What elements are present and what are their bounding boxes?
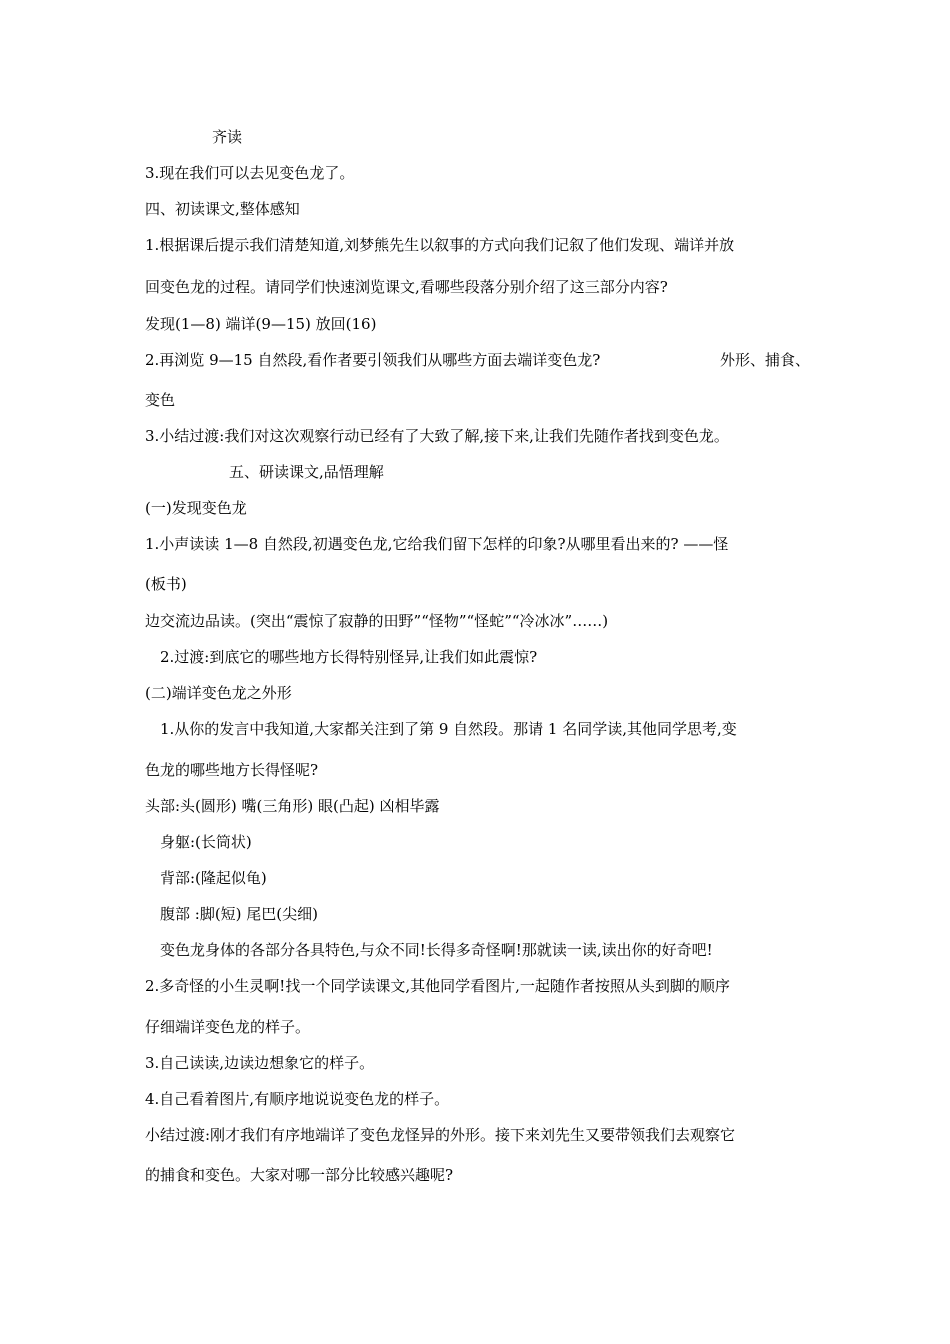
text-line: 1.从你的发言中我知道,大家都关注到了第 9 自然段。那请 1 名同学读,其他同学思考,变 (160, 720, 737, 738)
text-line: 2.过渡:到底它的哪些地方长得特别怪异,让我们如此震惊? (160, 648, 538, 666)
text-line: 仔细端详变色龙的样子。 (145, 1018, 311, 1036)
text-line: 边交流边品读。(突出“震惊了寂静的田野”“怪物”“怪蛇”“冷冰冰”……) (145, 612, 609, 630)
text-line: 4.自己看着图片,有顺序地说说变色龙的样子。 (145, 1090, 450, 1108)
text-line: 1.根据课后提示我们清楚知道,刘梦熊先生以叙事的方式向我们记叙了他们发现、端详并放 (145, 236, 735, 254)
text-line-belly: 腹部 :脚(短) 尾巴(尖细) (160, 905, 318, 923)
text-line: 1.小声读读 1—8 自然段,初遇变色龙,它给我们留下怎样的印象?从哪里看出来的? ——怪 (145, 535, 729, 553)
text-line-qidu: 齐读 (212, 128, 243, 146)
text-line: 的捕食和变色。大家对哪一部分比较感兴趣呢? (145, 1166, 454, 1184)
text-line: 小结过渡:刚才我们有序地端详了变色龙怪异的外形。接下来刘先生又要带领我们去观察它 (145, 1126, 736, 1144)
section-heading-5: 五、研读课文,品悟理解 (229, 463, 384, 481)
text-line-right: 外形、捕食、 (720, 351, 811, 369)
text-line: 2.多奇怪的小生灵啊!找一个同学读课文,其他同学看图片,一起随作者按照从头到脚的顺序 (145, 977, 730, 995)
subsection-heading-1: (一)发现变色龙 (145, 499, 247, 517)
text-line: 3.现在我们可以去见变色龙了。 (145, 164, 355, 182)
text-line: 3.自己读读,边读边想象它的样子。 (145, 1054, 375, 1072)
section-heading-4: 四、初读课文,整体感知 (145, 200, 300, 218)
text-line: 变色龙身体的各部分各具特色,与众不同!长得多奇怪啊!那就读一读,读出你的好奇吧! (160, 941, 713, 959)
text-line-back: 背部:(隆起似龟) (160, 869, 267, 887)
text-line: 变色 (145, 391, 176, 409)
text-line-body: 身躯:(长筒状) (160, 833, 252, 851)
text-line: 2.再浏览 9—15 自然段,看作者要引领我们从哪些方面去端详变色龙? (145, 351, 601, 369)
text-line: 回变色龙的过程。请同学们快速浏览课文,看哪些段落分别介绍了这三部分内容? (145, 278, 668, 296)
text-line: 发现(1—8) 端详(9—15) 放回(16) (145, 315, 377, 333)
text-line: 色龙的哪些地方长得怪呢? (145, 761, 319, 779)
text-line: 3.小结过渡:我们对这次观察行动已经有了大致了解,接下来,让我们先随作者找到变色龙。 (145, 427, 729, 445)
text-line: (板书) (145, 575, 187, 593)
subsection-heading-2: (二)端详变色龙之外形 (145, 684, 292, 702)
text-line-head: 头部:头(圆形) 嘴(三角形) 眼(凸起) 凶相毕露 (145, 797, 440, 815)
